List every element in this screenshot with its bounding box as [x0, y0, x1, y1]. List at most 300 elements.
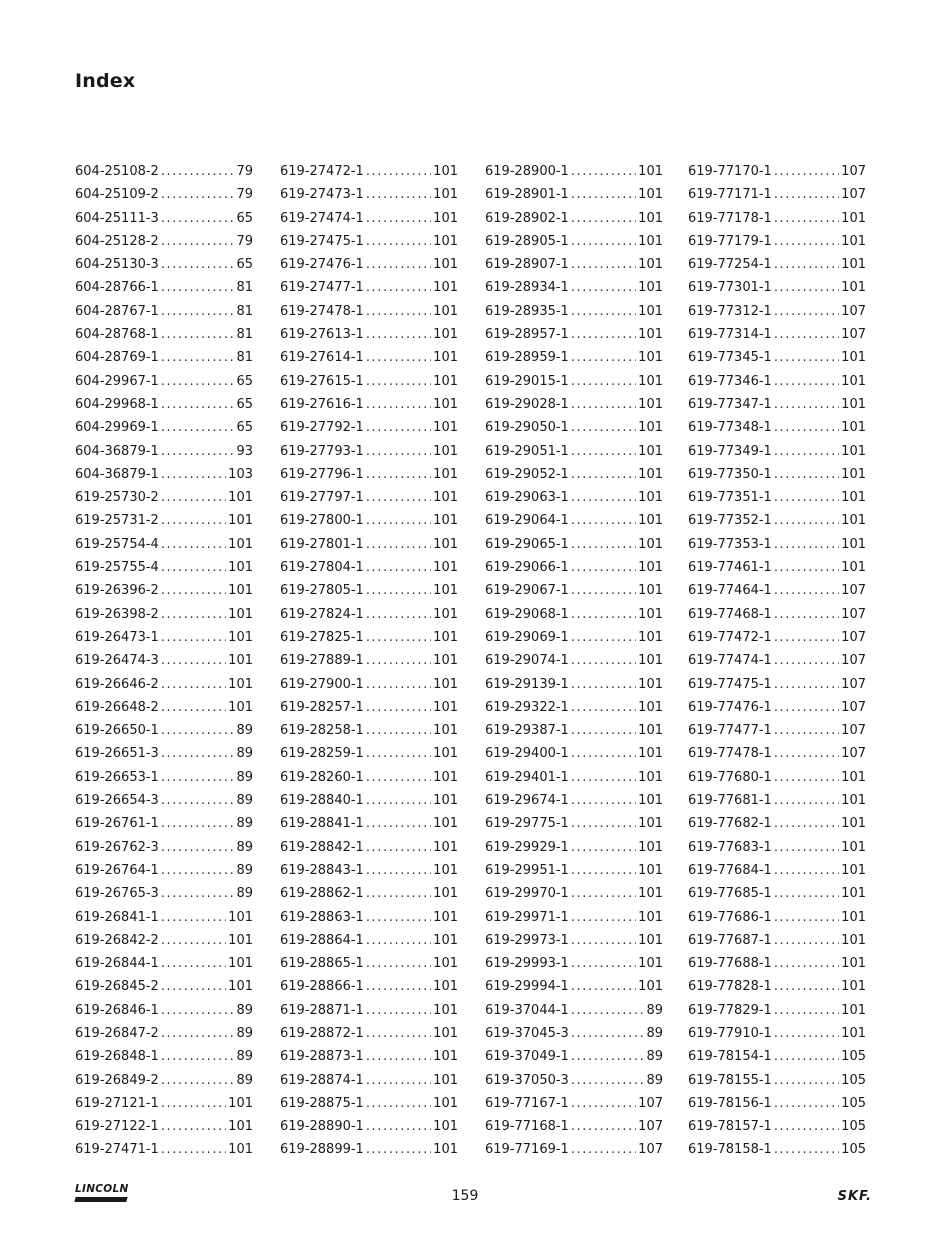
page-reference: 101 [433, 793, 458, 809]
part-number: 619-28258-1 [280, 723, 364, 739]
part-number: 619-28257-1 [280, 699, 364, 715]
page-reference: 101 [638, 466, 663, 482]
dot-leader [366, 626, 431, 649]
page-reference: 79 [236, 164, 253, 179]
index-entry [688, 766, 866, 789]
dot-leader [366, 719, 431, 742]
index-entry [688, 673, 866, 696]
page-reference: 101 [228, 560, 253, 576]
index-entry [688, 486, 866, 509]
page-reference: 101 [433, 886, 458, 902]
index-entry [485, 207, 663, 230]
dot-leader [366, 463, 431, 486]
part-number: 619-29387-1 [485, 723, 569, 739]
index-entry [485, 393, 663, 416]
part-number: 619-77477-1 [688, 723, 772, 739]
dot-leader [161, 742, 235, 765]
part-number: 619-77474-1 [688, 653, 772, 669]
part-number: 619-77345-1 [688, 350, 772, 366]
part-number: 619-26648-2 [75, 699, 159, 715]
part-number: 619-77254-1 [688, 257, 772, 273]
dot-leader [571, 719, 636, 742]
part-number: 619-27825-1 [280, 629, 364, 645]
dot-leader [571, 253, 636, 276]
part-number: 619-27471-1 [75, 1142, 159, 1158]
dot-leader [161, 812, 235, 835]
index-entry [280, 393, 458, 416]
dot-leader [571, 975, 636, 998]
page-reference: 101 [433, 653, 458, 669]
part-number: 619-29028-1 [485, 396, 569, 412]
page-reference: 81 [236, 303, 253, 319]
dot-leader [571, 882, 636, 905]
index-entry [688, 1045, 866, 1068]
part-number: 619-78154-1 [688, 1049, 772, 1065]
part-number: 619-28872-1 [280, 1025, 364, 1041]
index-entry [75, 160, 253, 183]
part-number: 619-29971-1 [485, 909, 569, 925]
page-reference: 101 [638, 536, 663, 552]
page-reference: 89 [236, 1049, 253, 1065]
dot-leader [774, 207, 839, 230]
index-entry [485, 486, 663, 509]
part-number: 619-77476-1 [688, 699, 772, 715]
part-number: 619-29052-1 [485, 466, 569, 482]
index-entry [688, 626, 866, 649]
part-number: 619-25755-4 [75, 560, 159, 576]
index-entry [688, 416, 866, 439]
page-reference: 101 [841, 443, 866, 459]
page-reference: 101 [638, 886, 663, 902]
page-reference: 101 [433, 1142, 458, 1158]
index-entry [75, 696, 253, 719]
index-entry [688, 812, 866, 835]
dot-leader [774, 859, 839, 882]
index-entry [688, 323, 866, 346]
dot-leader [571, 1115, 636, 1138]
page-reference: 107 [841, 676, 866, 692]
index-entry [688, 882, 866, 905]
index-entry [688, 207, 866, 230]
index-entry [75, 952, 253, 975]
part-number: 619-28864-1 [280, 932, 364, 948]
dot-leader [571, 276, 636, 299]
index-entry [485, 416, 663, 439]
index-entry [485, 579, 663, 602]
page-reference: 101 [841, 979, 866, 995]
page-reference: 101 [433, 862, 458, 878]
dot-leader [774, 1022, 839, 1045]
dot-leader [161, 440, 235, 463]
part-number: 619-29929-1 [485, 839, 569, 855]
part-number: 604-29968-1 [75, 396, 159, 412]
index-column-3 [485, 160, 663, 1162]
index-entry [75, 975, 253, 998]
part-number: 619-77682-1 [688, 816, 772, 832]
part-number: 619-28843-1 [280, 862, 364, 878]
dot-leader [774, 742, 839, 765]
dot-leader [774, 556, 839, 579]
page-reference: 101 [638, 327, 663, 343]
index-entry [280, 253, 458, 276]
index-entry [75, 603, 253, 626]
page-reference: 101 [228, 909, 253, 925]
page-reference: 89 [236, 746, 253, 762]
page-reference: 101 [433, 187, 458, 203]
index-entry [485, 766, 663, 789]
dot-leader [571, 160, 636, 183]
page-reference: 89 [236, 839, 253, 855]
dot-leader [366, 1022, 431, 1045]
index-entry [688, 649, 866, 672]
page-reference: 101 [841, 513, 866, 529]
part-number: 619-29051-1 [485, 443, 569, 459]
part-number: 619-28875-1 [280, 1095, 364, 1111]
page-reference: 101 [433, 909, 458, 925]
part-number: 604-28769-1 [75, 350, 159, 366]
part-number: 619-28842-1 [280, 839, 364, 855]
dot-leader [571, 1138, 636, 1161]
index-entry [280, 440, 458, 463]
part-number: 619-29067-1 [485, 583, 569, 599]
dot-leader [571, 556, 636, 579]
part-number: 604-36879-1 [75, 466, 159, 482]
dot-leader [571, 416, 636, 439]
part-number: 619-77472-1 [688, 629, 772, 645]
page-reference: 107 [841, 629, 866, 645]
page-reference: 89 [236, 862, 253, 878]
page-reference: 101 [638, 303, 663, 319]
part-number: 619-28900-1 [485, 164, 569, 179]
part-number: 619-27478-1 [280, 303, 364, 319]
index-entry [75, 579, 253, 602]
dot-leader [774, 999, 839, 1022]
page-reference: 101 [841, 490, 866, 506]
dot-leader [774, 393, 839, 416]
part-number: 619-27824-1 [280, 606, 364, 622]
dot-leader [774, 1045, 839, 1068]
dot-leader [774, 673, 839, 696]
dot-leader [774, 603, 839, 626]
part-number: 619-29994-1 [485, 979, 569, 995]
part-number: 619-77347-1 [688, 396, 772, 412]
page-reference: 107 [841, 327, 866, 343]
part-number: 619-26762-3 [75, 839, 159, 855]
page-reference: 101 [638, 373, 663, 389]
part-number: 619-26847-2 [75, 1025, 159, 1041]
page-reference: 79 [236, 233, 253, 249]
page-reference: 107 [841, 746, 866, 762]
index-entry [485, 1092, 663, 1115]
page-reference: 101 [638, 233, 663, 249]
part-number: 619-77686-1 [688, 909, 772, 925]
dot-leader [366, 603, 431, 626]
dot-leader [571, 626, 636, 649]
page-reference: 105 [841, 1049, 866, 1065]
page-reference: 101 [638, 629, 663, 645]
part-number: 619-26849-2 [75, 1072, 159, 1088]
page-reference: 101 [433, 1049, 458, 1065]
index-entry [75, 1022, 253, 1045]
dot-leader [774, 579, 839, 602]
index-entry [485, 696, 663, 719]
dot-leader [774, 370, 839, 393]
index-entry [688, 742, 866, 765]
part-number: 619-26653-1 [75, 769, 159, 785]
page-reference: 101 [841, 956, 866, 972]
page-reference: 107 [841, 699, 866, 715]
dot-leader [161, 1115, 226, 1138]
part-number: 619-27477-1 [280, 280, 364, 296]
part-number: 619-27616-1 [280, 396, 364, 412]
part-number: 619-29050-1 [485, 420, 569, 436]
part-number: 619-77829-1 [688, 1002, 772, 1018]
part-number: 619-77468-1 [688, 606, 772, 622]
page-reference: 101 [433, 490, 458, 506]
page-reference: 101 [841, 1002, 866, 1018]
index-column-1 [75, 160, 253, 1162]
dot-leader [161, 999, 235, 1022]
part-number: 619-25754-4 [75, 536, 159, 552]
index-entry [485, 626, 663, 649]
dot-leader [161, 533, 226, 556]
part-number: 619-77314-1 [688, 327, 772, 343]
page-reference: 107 [638, 1095, 663, 1111]
part-number: 619-26764-1 [75, 862, 159, 878]
page-reference: 101 [433, 979, 458, 995]
dot-leader [571, 1069, 645, 1092]
part-number: 619-28260-1 [280, 769, 364, 785]
page-reference: 89 [236, 723, 253, 739]
page-reference: 107 [841, 653, 866, 669]
dot-leader [774, 836, 839, 859]
page-reference: 81 [236, 280, 253, 296]
page-reference: 101 [433, 699, 458, 715]
index-entry [688, 346, 866, 369]
index-entry [688, 999, 866, 1022]
page-reference: 101 [638, 350, 663, 366]
dot-leader [366, 1069, 431, 1092]
page-reference: 65 [236, 210, 253, 226]
page-reference: 101 [228, 653, 253, 669]
dot-leader [571, 789, 636, 812]
dot-leader [366, 440, 431, 463]
index-entry [280, 276, 458, 299]
page-reference: 101 [433, 769, 458, 785]
dot-leader [161, 556, 226, 579]
part-number: 619-29973-1 [485, 932, 569, 948]
index-entry [75, 649, 253, 672]
dot-leader [774, 882, 839, 905]
page-reference: 89 [646, 1072, 663, 1088]
page-reference: 89 [646, 1002, 663, 1018]
index-entry [280, 696, 458, 719]
page-reference: 101 [841, 560, 866, 576]
index-entry [485, 323, 663, 346]
index-column-4 [688, 160, 866, 1162]
part-number: 619-26398-2 [75, 606, 159, 622]
page-reference: 101 [228, 536, 253, 552]
index-entry [75, 183, 253, 206]
part-number: 619-29063-1 [485, 490, 569, 506]
index-entry [280, 906, 458, 929]
part-number: 604-28767-1 [75, 303, 159, 319]
page-reference: 101 [638, 723, 663, 739]
page-reference: 101 [228, 979, 253, 995]
dot-leader [366, 207, 431, 230]
part-number: 619-29951-1 [485, 862, 569, 878]
page-reference: 89 [236, 886, 253, 902]
dot-leader [366, 370, 431, 393]
index-entry [75, 719, 253, 742]
page-reference: 101 [433, 233, 458, 249]
index-entry [485, 300, 663, 323]
page-reference: 101 [228, 699, 253, 715]
page-reference: 101 [433, 676, 458, 692]
index-entry [75, 929, 253, 952]
dot-leader [774, 463, 839, 486]
part-number: 619-26761-1 [75, 816, 159, 832]
dot-leader [161, 346, 235, 369]
index-entry [688, 509, 866, 532]
index-entry [280, 346, 458, 369]
page-reference: 107 [841, 164, 866, 179]
index-entry [280, 603, 458, 626]
index-entry [75, 230, 253, 253]
page-reference: 101 [433, 1095, 458, 1111]
index-entry [280, 812, 458, 835]
index-entry [280, 742, 458, 765]
dot-leader [571, 649, 636, 672]
dot-leader [774, 230, 839, 253]
index-entry [280, 486, 458, 509]
index-entry [485, 556, 663, 579]
dot-leader [571, 836, 636, 859]
part-number: 619-78155-1 [688, 1072, 772, 1088]
part-number: 619-37050-3 [485, 1072, 569, 1088]
page-reference: 101 [433, 210, 458, 226]
index-entry [75, 812, 253, 835]
part-number: 619-77683-1 [688, 839, 772, 855]
part-number: 619-28259-1 [280, 746, 364, 762]
part-number: 619-29065-1 [485, 536, 569, 552]
dot-leader [161, 1022, 235, 1045]
part-number: 619-27122-1 [75, 1119, 159, 1135]
part-number: 619-27613-1 [280, 327, 364, 343]
index-entry [485, 789, 663, 812]
part-number: 619-29074-1 [485, 653, 569, 669]
page-reference: 89 [646, 1049, 663, 1065]
part-number: 619-29322-1 [485, 699, 569, 715]
part-number: 619-28841-1 [280, 816, 364, 832]
part-number: 619-78158-1 [688, 1142, 772, 1158]
page-reference: 101 [638, 490, 663, 506]
dot-leader [366, 509, 431, 532]
part-number: 619-28865-1 [280, 956, 364, 972]
index-entry [280, 230, 458, 253]
page-reference: 89 [236, 1072, 253, 1088]
dot-leader [571, 183, 636, 206]
lincoln-logo-text: LINCOLN [75, 1183, 129, 1195]
part-number: 619-28874-1 [280, 1072, 364, 1088]
dot-leader [774, 789, 839, 812]
part-number: 619-29015-1 [485, 373, 569, 389]
dot-leader [161, 789, 235, 812]
index-entry [280, 1022, 458, 1045]
page-reference: 101 [638, 583, 663, 599]
index-entry [688, 1092, 866, 1115]
page-reference: 101 [841, 769, 866, 785]
dot-leader [161, 603, 226, 626]
index-entry [75, 882, 253, 905]
part-number: 619-26845-2 [75, 979, 159, 995]
index-entry [485, 276, 663, 299]
dot-leader [366, 882, 431, 905]
page-reference: 81 [236, 327, 253, 343]
index-entry [688, 230, 866, 253]
page-title: Index [75, 70, 136, 92]
dot-leader [161, 696, 226, 719]
part-number: 619-27889-1 [280, 653, 364, 669]
dot-leader [571, 906, 636, 929]
dot-leader [161, 649, 226, 672]
index-entry [280, 882, 458, 905]
dot-leader [161, 719, 235, 742]
page-reference: 101 [433, 303, 458, 319]
page-reference: 101 [433, 839, 458, 855]
part-number: 619-28899-1 [280, 1142, 364, 1158]
page-reference: 101 [638, 793, 663, 809]
dot-leader [366, 276, 431, 299]
part-number: 619-27615-1 [280, 373, 364, 389]
part-number: 619-28935-1 [485, 303, 569, 319]
index-entry [688, 1138, 866, 1161]
page-reference: 101 [841, 839, 866, 855]
dot-leader [571, 533, 636, 556]
page-reference: 101 [433, 373, 458, 389]
dot-leader [774, 1069, 839, 1092]
index-entry [75, 509, 253, 532]
index-entry [75, 1115, 253, 1138]
index-entry [280, 300, 458, 323]
dot-leader [161, 1045, 235, 1068]
part-number: 619-77352-1 [688, 513, 772, 529]
part-number: 619-27792-1 [280, 420, 364, 436]
part-number: 619-28862-1 [280, 886, 364, 902]
index-entry [280, 626, 458, 649]
index-entry [280, 789, 458, 812]
page-reference: 101 [433, 350, 458, 366]
page-reference: 101 [638, 560, 663, 576]
page-reference: 101 [228, 629, 253, 645]
dot-leader [161, 253, 235, 276]
dot-leader [774, 486, 839, 509]
index-entry [75, 673, 253, 696]
dot-leader [571, 696, 636, 719]
index-entry [485, 230, 663, 253]
part-number: 619-29139-1 [485, 676, 569, 692]
part-number: 619-29400-1 [485, 746, 569, 762]
part-number: 619-27475-1 [280, 233, 364, 249]
dot-leader [366, 160, 431, 183]
part-number: 619-77178-1 [688, 210, 772, 226]
index-entry [75, 766, 253, 789]
page-reference: 101 [638, 513, 663, 529]
part-number: 619-28934-1 [485, 280, 569, 296]
page-reference: 107 [841, 583, 866, 599]
dot-leader [366, 929, 431, 952]
part-number: 619-26650-1 [75, 723, 159, 739]
